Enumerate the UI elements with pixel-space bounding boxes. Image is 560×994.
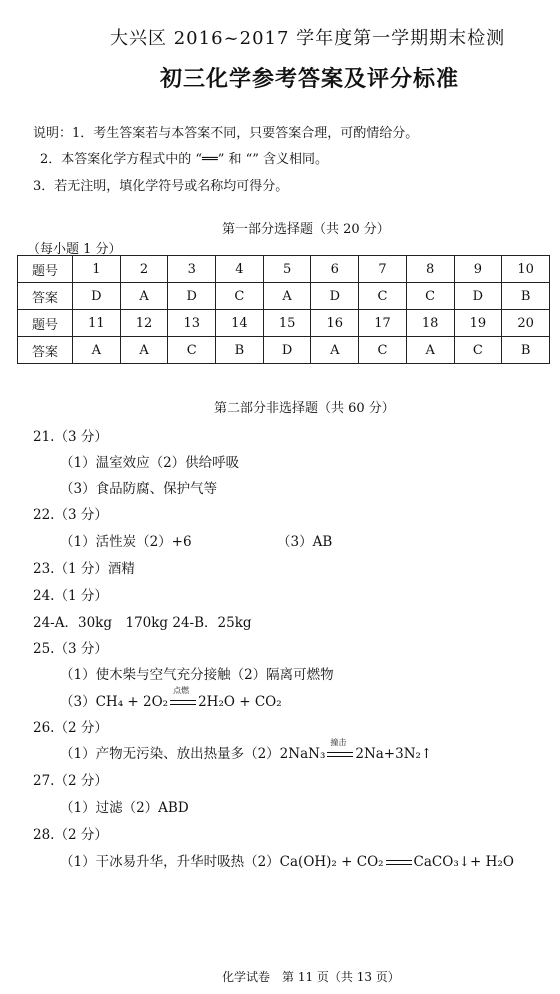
- answer-cell: A: [73, 337, 121, 364]
- q24-answer: 24-A．30kg 170kg 24-B．25kg: [33, 615, 252, 631]
- answer-cell: D: [168, 283, 216, 310]
- question-number-cell: 5: [263, 256, 311, 283]
- q25-header: 25.（3 分）: [33, 641, 108, 657]
- question-number-cell: 7: [359, 256, 407, 283]
- question-number-cell: 4: [216, 256, 264, 283]
- reaction-equals: [386, 854, 412, 870]
- reaction-condition: 点燃: [173, 686, 190, 695]
- answer-cell: A: [311, 337, 359, 364]
- part1-per-question: （每小题 1 分）: [27, 242, 122, 257]
- row-label-answer: 答案: [18, 337, 73, 364]
- table-row: [18, 283, 550, 310]
- answer-cell: D: [454, 283, 502, 310]
- q24-header: 24.（1 分）: [33, 588, 108, 604]
- note-3: 3．若无注明，填化学符号或名称均可得分。: [33, 179, 289, 194]
- question-number-cell: 14: [216, 310, 264, 337]
- question-number-cell: 1: [73, 256, 121, 283]
- table-row: [18, 310, 550, 337]
- multiple-choice-table: [17, 255, 550, 364]
- row-label-question-number: 题号: [18, 256, 73, 283]
- question-number-cell: 15: [263, 310, 311, 337]
- q28-answer: [60, 850, 514, 870]
- answer-cell: A: [406, 337, 454, 364]
- answer-cell: C: [168, 337, 216, 364]
- q21-answer-1: （1）温室效应（2）供给呼吸: [60, 455, 240, 471]
- answer-cell: C: [359, 283, 407, 310]
- question-number-cell: 3: [168, 256, 216, 283]
- answer-cell: C: [406, 283, 454, 310]
- q26-header: 26.（2 分）: [33, 720, 108, 736]
- q21-header: 21.（3 分）: [33, 429, 108, 445]
- q25-answer-1: （1）使木柴与空气充分接触（2）隔离可燃物: [60, 667, 334, 683]
- question-number-cell: 13: [168, 310, 216, 337]
- q23-line: 23.（1 分）酒精: [33, 561, 135, 577]
- reaction-arrow: [170, 686, 196, 710]
- question-number-cell: 20: [502, 310, 550, 337]
- q22-answer-1: （1）活性炭（2）+6: [60, 534, 192, 550]
- question-number-cell: 9: [454, 256, 502, 283]
- question-number-cell: 10: [502, 256, 550, 283]
- answer-cell: B: [216, 337, 264, 364]
- question-number-cell: 11: [73, 310, 121, 337]
- note-1: 说明：1．考生答案若与本答案不同，只要答案合理，可酌情给分。: [33, 126, 419, 141]
- question-number-cell: 17: [359, 310, 407, 337]
- q21-answer-2: （3）食品防腐、保护气等: [60, 481, 218, 497]
- part2-title: 第二部分非选择题（共 60 分）: [214, 401, 395, 416]
- reaction-arrow: [327, 738, 353, 762]
- answer-cell: B: [502, 337, 550, 364]
- answer-cell: A: [120, 337, 168, 364]
- q22-header: 22.（3 分）: [33, 507, 108, 523]
- q26-products: 2Na+3N₂↑: [355, 746, 433, 762]
- q27-header: 27.（2 分）: [33, 773, 108, 789]
- table-row: [18, 337, 550, 364]
- answer-cell: C: [359, 337, 407, 364]
- q28-products: CaCO₃↓+ H₂O: [413, 854, 514, 870]
- question-number-cell: 19: [454, 310, 502, 337]
- q22-answer-2: （3）AB: [277, 534, 333, 550]
- answer-cell: D: [263, 337, 311, 364]
- q25-reactants: CH₄ + 2O₂: [95, 694, 169, 710]
- answer-cell: B: [502, 283, 550, 310]
- answer-cell: A: [120, 283, 168, 310]
- row-label-answer: 答案: [18, 283, 73, 310]
- q25-equation: [60, 686, 282, 710]
- question-number-cell: 16: [311, 310, 359, 337]
- page-footer: 化学试卷 第 11 页（共 13 页）: [222, 970, 400, 984]
- q28-prefix: （1）干冰易升华，升华时吸热（2）Ca(OH)₂ + CO₂: [60, 854, 384, 870]
- question-number-cell: 8: [406, 256, 454, 283]
- answer-cell: A: [263, 283, 311, 310]
- q26-prefix: （1）产物无污染、放出热量多（2）2NaN₃: [60, 746, 326, 762]
- question-number-cell: 12: [120, 310, 168, 337]
- q27-answer: （1）过滤（2）ABD: [60, 800, 189, 816]
- reaction-condition: 撞击: [330, 738, 347, 747]
- q28-header: 28.（2 分）: [33, 827, 108, 843]
- note-2: 2．本答案化学方程式中的 “══” 和 “” 含义相同。: [40, 152, 329, 167]
- q25-prefix: （3）: [60, 694, 96, 710]
- row-label-question-number: 题号: [18, 310, 73, 337]
- answer-cell: C: [454, 337, 502, 364]
- question-number-cell: 6: [311, 256, 359, 283]
- question-number-cell: 18: [406, 310, 454, 337]
- q25-products: 2H₂O + CO₂: [198, 694, 282, 710]
- part1-title: 第一部分选择题（共 20 分）: [222, 222, 390, 237]
- document-title: 初三化学参考答案及评分标准: [160, 66, 460, 92]
- answer-cell: D: [311, 283, 359, 310]
- answer-cell: D: [73, 283, 121, 310]
- table-row: [18, 256, 550, 283]
- q26-answer: [60, 738, 433, 762]
- answer-cell: C: [216, 283, 264, 310]
- exam-title: 大兴区 2016~2017 学年度第一学期期末检测: [110, 28, 506, 49]
- question-number-cell: 2: [120, 256, 168, 283]
